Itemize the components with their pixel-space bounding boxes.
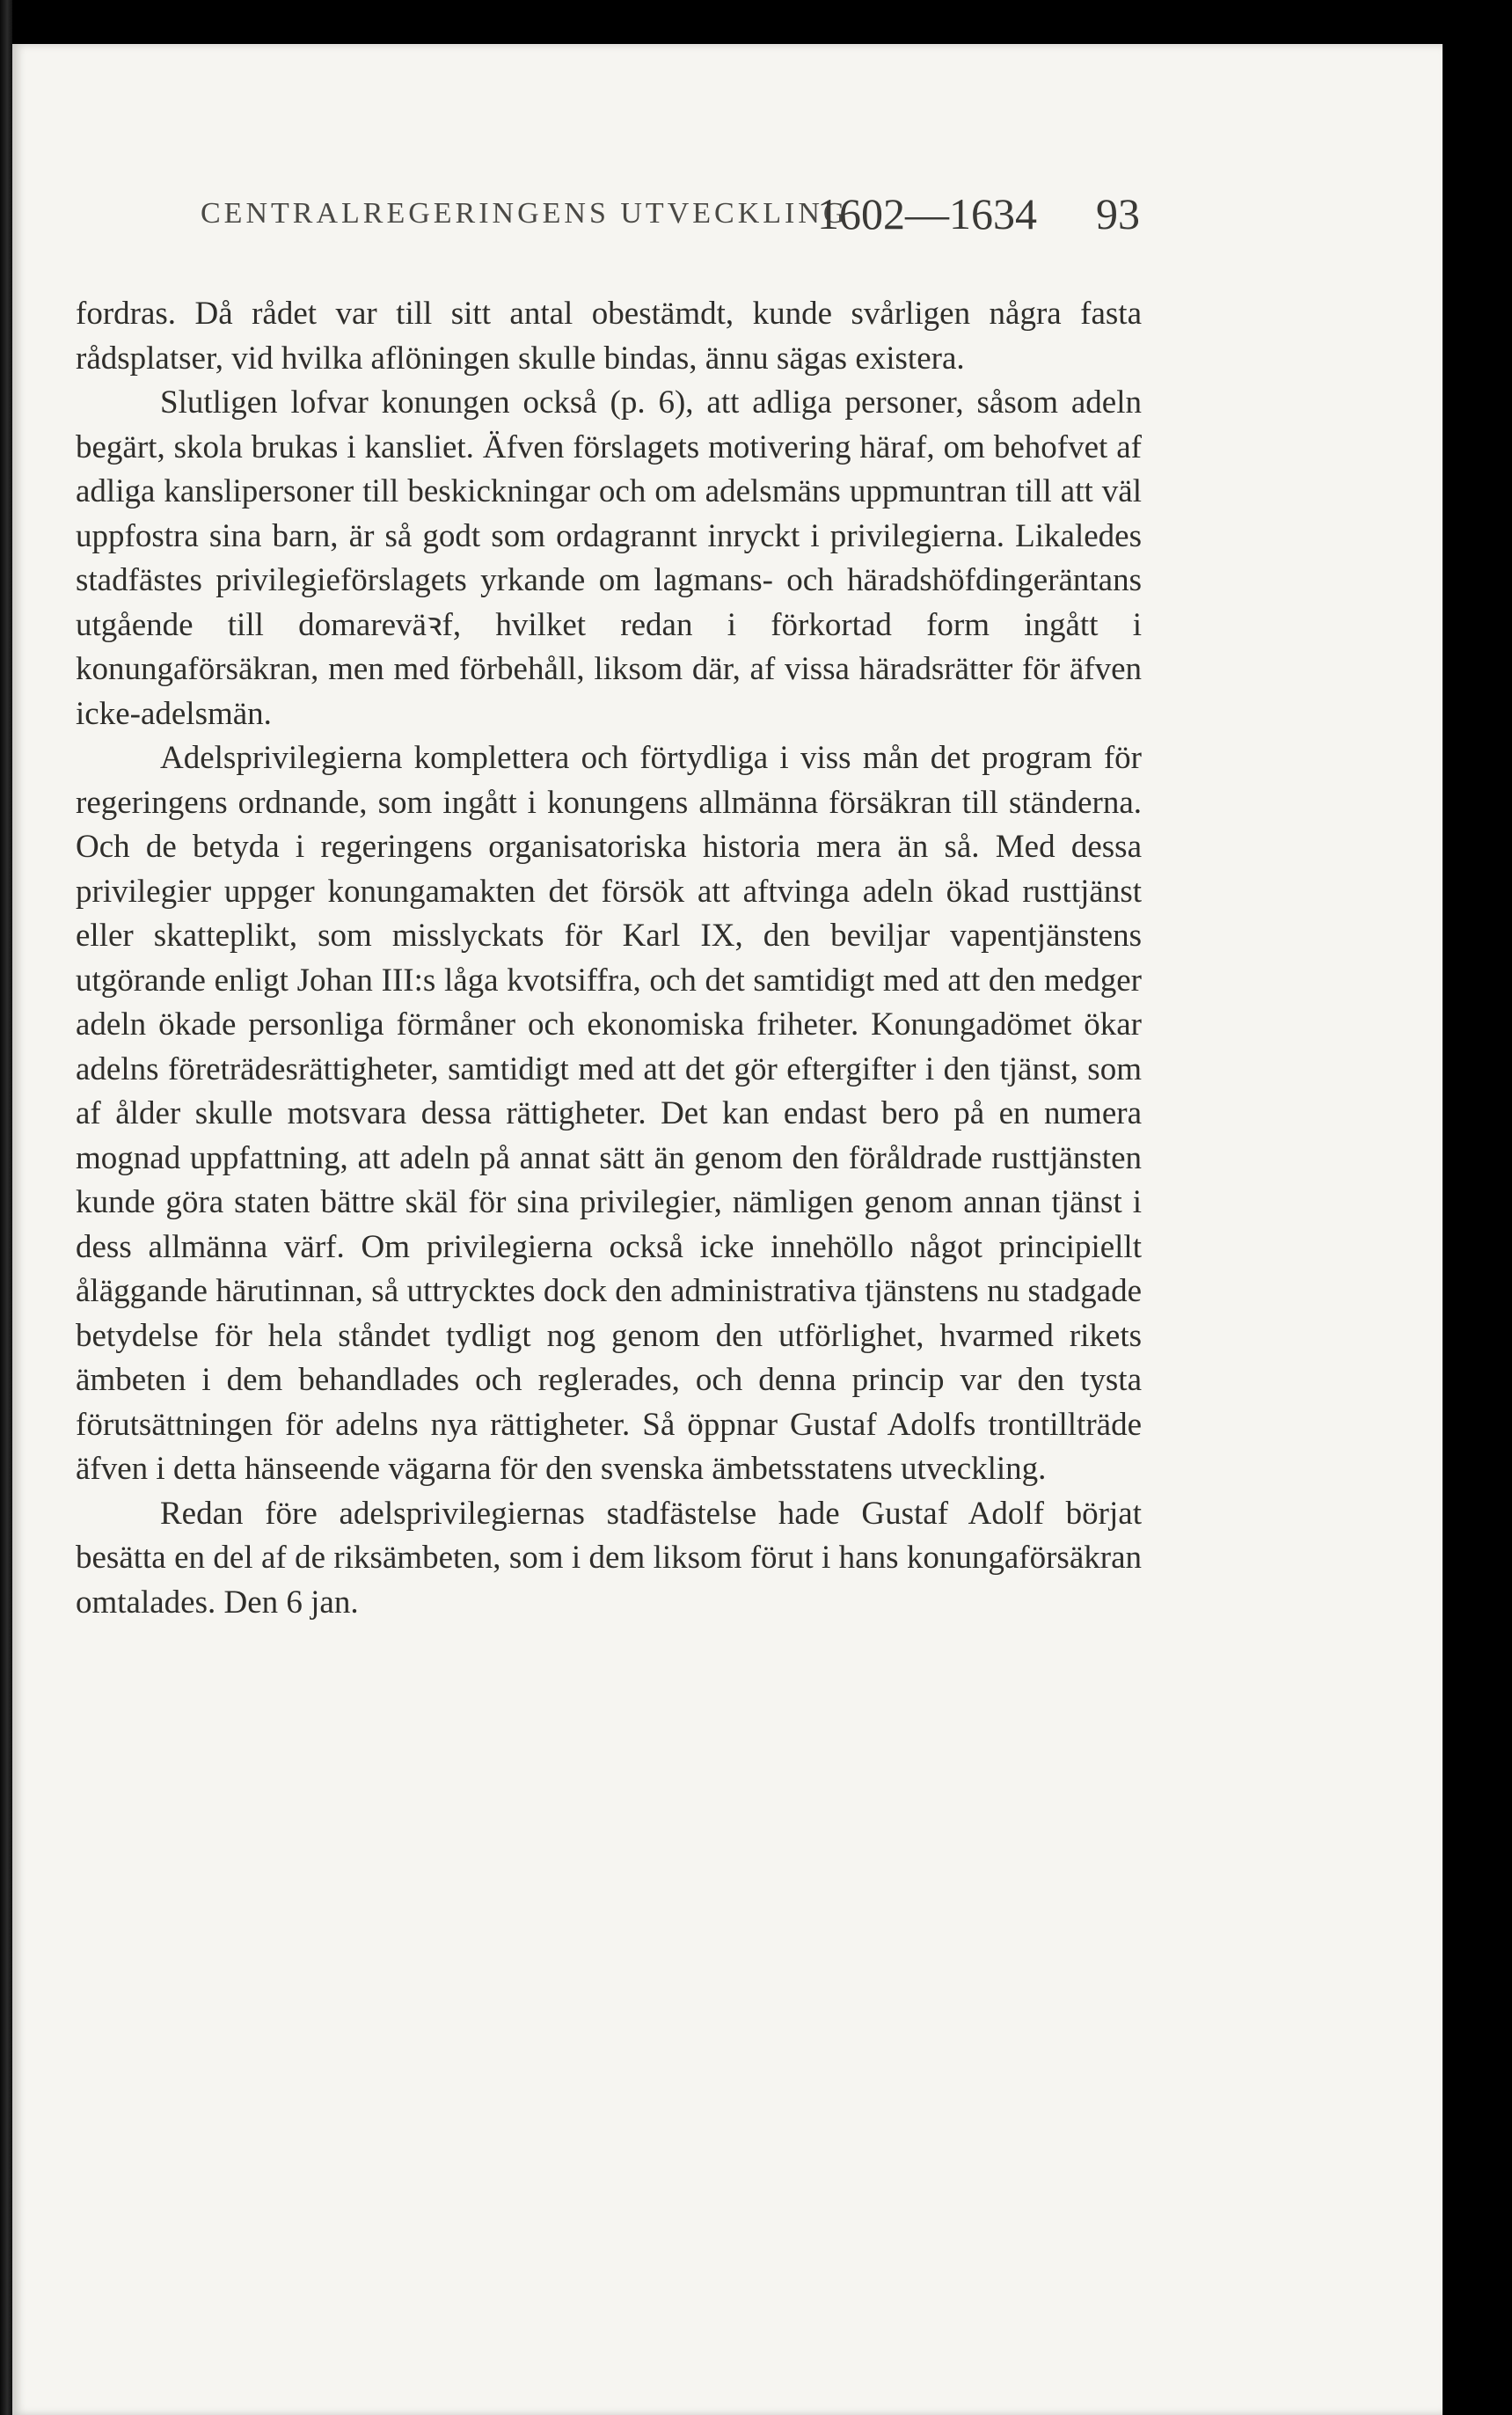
page-number: 93 — [1096, 189, 1140, 238]
paragraph: Adelsprivilegierna komplettera och förtydliga i viss mån det program för regeringens ordnande, som ingått i konungens allmänna försäkran till ständerna. Och de betyda i regeringens organisatoriska historia mera än så. Med dessa privilegier uppger konungamakten det försök att aftvinga adeln ökad rusttjänst eller skatteplikt, som misslyckats för Karl IX, den beviljar vapentjänstens utgörande enligt Johan III:s låga kvotsiffra, och det samtidigt med att den medger adeln ökade personliga förmåner och ekonomiska friheter. Konungadömet ökar adelns företrädesrättigheter, samtidigt med att det gör eftergifter i den tjänst, som af ålder skulle motsvara dessa rättigheter. Det kan endast bero på en numera mognad uppfattning, att adeln på annat sätt än genom den föråldrade rusttjänsten kunde göra staten bättre skäl för sina privilegier, nämligen genom annan tjänst i dess allmänna värf. Om privilegierna också icke innehöllo något principiellt åläggande härutinnan, så uttrycktes dock den administrativa tjänstens nu stadgade betydelse för hela ståndet tydligt nog genom den utförlighet, hvarmed rikets ämbeten i dem behandlades och reglerades, och denna princip var den tysta förutsättningen för adelns nya rättigheter. Så öppnar Gustaf Adolfs trontillträde äfven i detta hänseende vägarna för den svenska ämbetsstatens utveckling. — [76, 740, 1142, 1487]
paragraph-continuation: fordras. Då rådet var till sitt antal obestämdt, kunde svårligen några fasta rådsplatser, vid hvilka aflöningen skulle bindas, ännu sägas existera. — [76, 296, 1142, 377]
running-head — [76, 176, 1142, 246]
paragraph: Redan före adelsprivilegiernas stadfästelse hade Gustaf Adolf börjat besätta en del af de riksämbeten, som i dem liksom förut i hans konungaförsäkran omtalades. Den 6 jan. — [76, 1495, 1142, 1621]
book-spine-edge — [0, 0, 12, 2415]
body-text — [76, 292, 1142, 1625]
running-years: 1602—1634 — [817, 189, 1037, 238]
running-title: CENTRALREGERINGENS UTVECKLING — [201, 197, 849, 230]
paragraph: Slutligen lofvar konungen också (p. 6), att adliga personer, såsom adeln begärt, skola brukas i kansliet. Äfven förslagets motivering häraf, om behofvet af adliga kanslipersoner till beskickningar och om adelsmäns uppmuntran till att väl uppfostra sina barn, är så godt som ordagrannt inryckt i privilegierna. Likaledes stadfästes privilegieförslagets yrkande om lagmans- och häradshöfdingeräntans utgående till domareväꝛf, hvilket redan i förkortad form ingått i konungaförsäkran, men med förbehåll, liksom där, af vissa häradsrätter för äfven icke-adelsmän. — [76, 384, 1142, 732]
